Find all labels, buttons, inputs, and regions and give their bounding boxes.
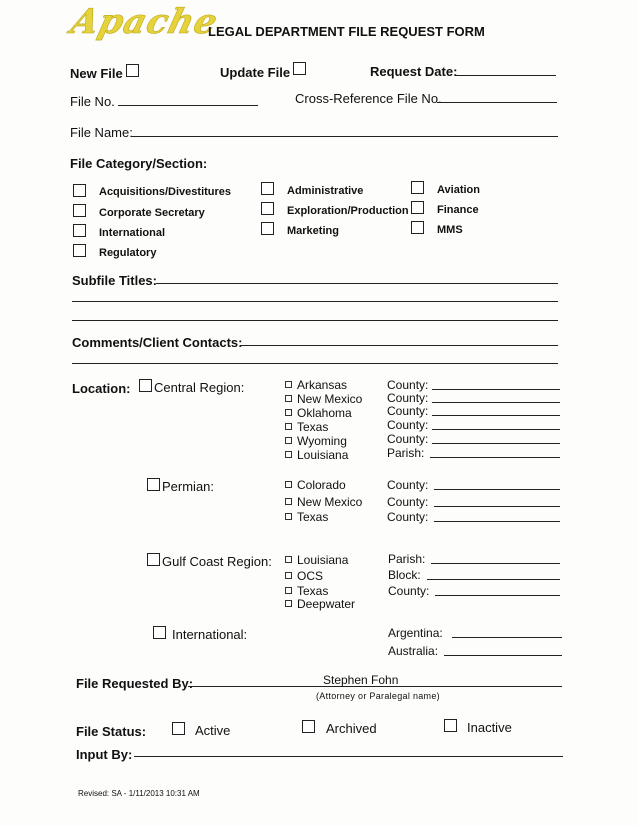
international-label: International:	[172, 627, 248, 642]
category-label-regulatory: Regulatory	[99, 247, 157, 259]
subfile-titles-label: Subfile Titles:	[72, 273, 157, 288]
argentina-field[interactable]	[452, 637, 562, 638]
australia-label: Australia:	[388, 644, 439, 658]
state-checkbox[interactable]	[285, 498, 292, 505]
state-louisiana[interactable]: Louisiana	[285, 553, 348, 567]
status-archived-checkbox[interactable]	[302, 720, 315, 733]
category-checkbox-exploration[interactable]	[261, 202, 274, 215]
state-checkbox[interactable]	[285, 600, 292, 607]
state-checkbox[interactable]	[285, 556, 292, 563]
gulf-coast-checkbox[interactable]	[147, 553, 160, 566]
gulf-coast-label: Gulf Coast Region:	[162, 554, 272, 569]
subfile-titles-line-2[interactable]	[72, 301, 558, 302]
revised-footer: Revised: SA - 1/11/2013 10:31 AM	[78, 789, 200, 798]
county-label: County:	[387, 478, 429, 492]
file-name-field[interactable]	[131, 136, 558, 137]
category-label-international: International	[99, 227, 166, 239]
update-file-label: Update File	[220, 65, 291, 80]
requested-by-caption: (Attorney or Paralegal name)	[316, 691, 440, 701]
county-field[interactable]	[434, 521, 560, 522]
state-checkbox[interactable]	[285, 451, 292, 458]
state-checkbox[interactable]	[285, 587, 292, 594]
state-colorado[interactable]: Colorado	[285, 478, 346, 492]
county-field[interactable]	[432, 429, 560, 430]
file-status-label: File Status:	[76, 724, 147, 739]
category-label-finance: Finance	[437, 204, 479, 216]
county-field[interactable]	[434, 506, 560, 507]
file-no-field[interactable]	[118, 105, 258, 106]
permian-checkbox[interactable]	[147, 478, 160, 491]
subfile-titles-field[interactable]	[156, 283, 558, 284]
state-new-mexico[interactable]: New Mexico	[285, 392, 362, 406]
file-name-label: File Name:	[70, 125, 133, 140]
input-by-field[interactable]	[134, 756, 563, 757]
category-checkbox-mms[interactable]	[411, 221, 424, 234]
status-active-checkbox[interactable]	[172, 722, 185, 735]
form-title: LEGAL DEPARTMENT FILE REQUEST FORM	[208, 24, 485, 39]
county-label: County:	[387, 418, 429, 432]
state-texas[interactable]: Texas	[285, 510, 328, 524]
subfile-titles-line-3[interactable]	[72, 320, 558, 321]
category-label-administrative: Administrative	[287, 185, 364, 197]
category-label-marketing: Marketing	[287, 225, 339, 237]
parish-label: Parish:	[388, 552, 426, 566]
category-checkbox-marketing[interactable]	[261, 222, 274, 235]
county-label: County:	[387, 404, 429, 418]
state-checkbox[interactable]	[285, 572, 292, 579]
block-label: Block:	[388, 568, 421, 582]
comments-field[interactable]	[240, 345, 558, 346]
state-louisiana[interactable]: Louisiana	[285, 448, 348, 462]
cross-ref-field[interactable]	[437, 102, 557, 103]
state-checkbox[interactable]	[285, 381, 292, 388]
request-date-label: Request Date:	[370, 64, 458, 79]
status-inactive-checkbox[interactable]	[444, 719, 457, 732]
category-checkbox-aviation[interactable]	[411, 181, 424, 194]
state-checkbox[interactable]	[285, 409, 292, 416]
state-oklahoma[interactable]: Oklahoma	[285, 406, 352, 420]
category-label-exploration: Exploration/Production	[287, 205, 409, 217]
county-label: County:	[387, 432, 429, 446]
region-deepwater[interactable]: Deepwater	[285, 597, 355, 611]
block-field[interactable]	[427, 579, 560, 580]
category-checkbox-administrative[interactable]	[261, 182, 274, 195]
county-label: County:	[388, 584, 430, 598]
parish-field[interactable]	[430, 457, 560, 458]
update-file-checkbox[interactable]	[293, 62, 306, 75]
state-checkbox[interactable]	[285, 481, 292, 488]
apache-logo: Apache	[67, 2, 223, 42]
australia-field[interactable]	[444, 655, 562, 656]
category-checkbox-acquisitions[interactable]	[73, 184, 86, 197]
category-label-corporate-secretary: Corporate Secretary	[99, 207, 205, 219]
category-checkbox-finance[interactable]	[411, 201, 424, 214]
cross-ref-label: Cross-Reference File No.	[295, 91, 442, 106]
county-field[interactable]	[432, 415, 560, 416]
state-checkbox[interactable]	[285, 395, 292, 402]
category-label-mms: MMS	[437, 224, 463, 236]
state-checkbox[interactable]	[285, 513, 292, 520]
category-label-acquisitions: Acquisitions/Divestitures	[99, 186, 232, 198]
central-region-checkbox[interactable]	[139, 379, 152, 392]
category-checkbox-international[interactable]	[73, 224, 86, 237]
request-date-field[interactable]	[456, 75, 556, 76]
county-field[interactable]	[432, 443, 560, 444]
state-texas[interactable]: Texas	[285, 584, 328, 598]
status-inactive-label: Inactive	[467, 720, 512, 735]
location-label: Location:	[72, 381, 131, 396]
international-checkbox[interactable]	[153, 626, 166, 639]
state-checkbox[interactable]	[285, 437, 292, 444]
parish-label: Parish:	[387, 446, 425, 460]
file-no-label: File No.	[70, 94, 115, 109]
region-ocs[interactable]: OCS	[285, 569, 323, 583]
comments-label: Comments/Client Contacts:	[72, 335, 243, 350]
permian-label: Permian:	[162, 479, 215, 494]
state-wyoming[interactable]: Wyoming	[285, 434, 347, 448]
county-field[interactable]	[432, 389, 560, 390]
requested-by-value: Stephen Fohn	[323, 673, 399, 687]
county-label: County:	[387, 495, 429, 509]
status-active-label: Active	[195, 723, 231, 738]
county-field[interactable]	[435, 595, 560, 596]
parish-field[interactable]	[431, 563, 560, 564]
requested-by-label: File Requested By:	[76, 676, 194, 691]
comments-line-2[interactable]	[72, 363, 558, 364]
state-checkbox[interactable]	[285, 423, 292, 430]
new-file-label: New File	[70, 66, 123, 81]
category-heading: File Category/Section:	[70, 156, 208, 171]
category-checkbox-corporate-secretary[interactable]	[73, 204, 86, 217]
status-archived-label: Archived	[326, 721, 377, 736]
state-texas[interactable]: Texas	[285, 420, 328, 434]
county-field[interactable]	[432, 402, 560, 403]
state-new-mexico[interactable]: New Mexico	[285, 495, 362, 509]
state-arkansas[interactable]: Arkansas	[285, 378, 347, 392]
central-region-label: Central Region:	[154, 380, 245, 395]
input-by-label: Input By:	[76, 747, 133, 762]
county-label: County:	[387, 510, 429, 524]
category-checkbox-regulatory[interactable]	[73, 244, 86, 257]
argentina-label: Argentina:	[388, 626, 443, 640]
new-file-checkbox[interactable]	[126, 64, 139, 77]
category-label-aviation: Aviation	[437, 184, 480, 196]
county-label: County:	[387, 391, 429, 405]
county-field[interactable]	[434, 489, 560, 490]
county-label: County:	[387, 378, 429, 392]
